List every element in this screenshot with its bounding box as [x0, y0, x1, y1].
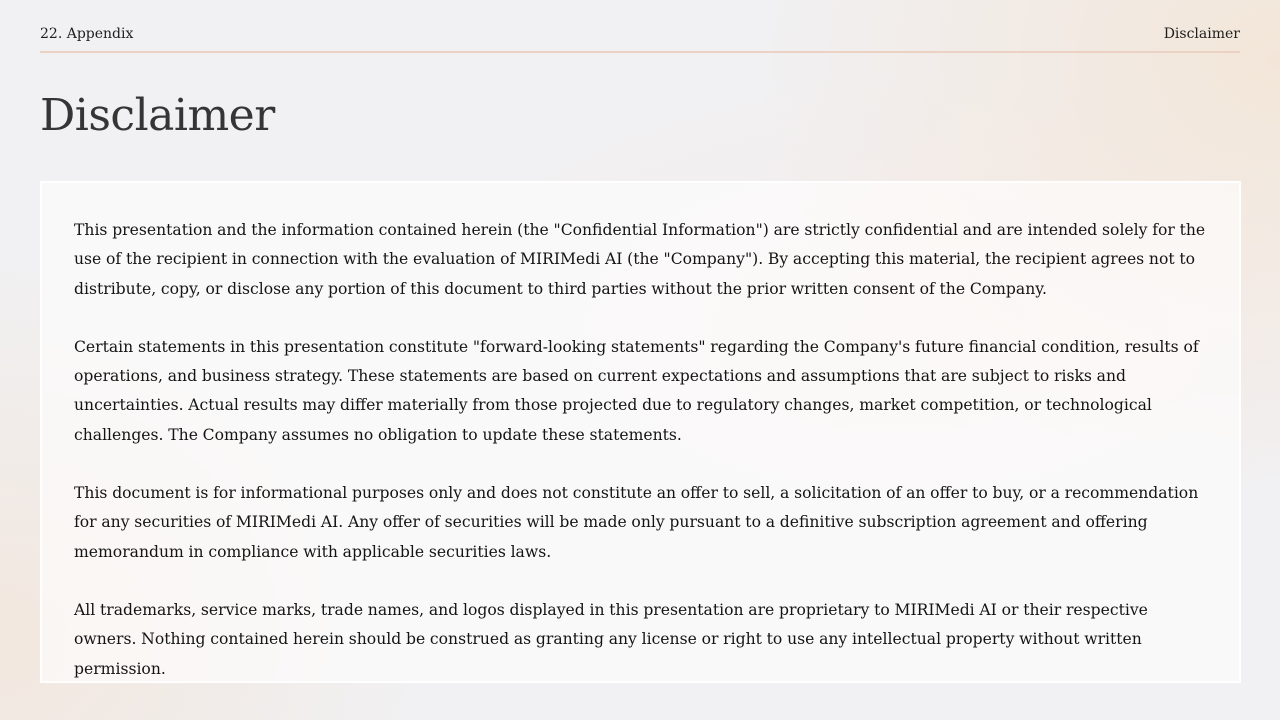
- securities-paragraph: This document is for informational purposes only and does not constitute an offer to sell, a solicitation of an offer to buy, or a recommendation for any securities of MIRIMedi AI. Any offer of securities will be made only pursuant to a definitive subscription agreement and offering memorandum in compliance with applicable securities laws.: [74, 484, 1199, 561]
- confidentiality-paragraph: This presentation and the information contained herein (the "Confidential Information") are strictly confidential and are intended solely for the use of the recipient in connection with the evaluation of MIRIMedi AI (the "Company"). By accepting this material, the recipient agrees not to distribute, copy, or disclose any portion of this document to third parties without the prior written consent of the Company.: [74, 221, 1206, 298]
- section-label: 22. Appendix: [40, 26, 134, 42]
- page-title: Disclaimer: [40, 90, 275, 141]
- trademarks-paragraph: All trademarks, service marks, trade names, and logos displayed in this presentation are proprietary to MIRIMedi AI or their respective owners. Nothing contained herein should be construed as granting any license or right to use any intellectual property without written permission.: [74, 600, 1148, 678]
- page-label: Disclaimer: [1163, 26, 1240, 42]
- disclaimer-content-box: [40, 181, 1241, 683]
- forward-looking-paragraph: Certain statements in this presentation constitute "forward-looking statements" regarding the Company's future financial condition, results of operations, and business strategy. These statements are based on current expectations and assumptions that are subject to risks and uncertainties. Actual results may differ materially from those projected due to regulatory changes, market competition, or technological challenges. The Company assumes no obligation to update these statements.: [74, 337, 1199, 444]
- page-header: [40, 24, 1240, 53]
